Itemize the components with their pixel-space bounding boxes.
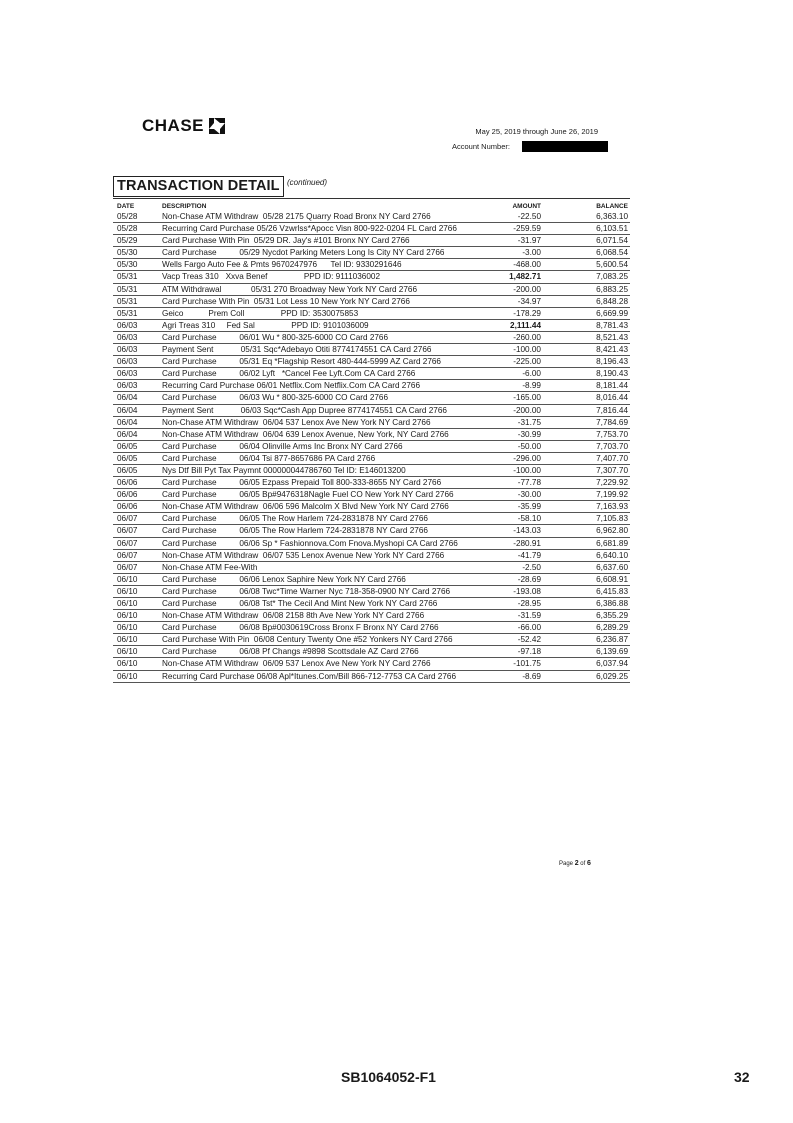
table-row xyxy=(113,489,630,501)
row-amount: -31.97 xyxy=(517,236,541,246)
row-amount: -97.18 xyxy=(517,647,541,657)
row-description: Non-Chase ATM Withdraw 06/04 639 Lenox Avenue, New York, NY Card 2766 xyxy=(162,429,449,439)
table-row xyxy=(113,610,630,622)
table-row xyxy=(113,223,630,235)
row-date: 06/04 xyxy=(117,405,138,415)
row-balance: 8,421.43 xyxy=(596,345,628,355)
row-amount: -193.08 xyxy=(513,586,541,596)
row-amount: -31.75 xyxy=(517,417,541,427)
table-body xyxy=(113,211,630,683)
row-date: 06/07 xyxy=(117,562,138,572)
row-date: 06/05 xyxy=(117,465,138,475)
row-balance: 6,068.54 xyxy=(596,248,628,258)
statement-period: May 25, 2019 through June 26, 2019 xyxy=(475,127,598,136)
table-row xyxy=(113,247,630,259)
row-amount: -296.00 xyxy=(513,453,541,463)
table-row xyxy=(113,622,630,634)
row-amount: -30.00 xyxy=(517,490,541,500)
row-description: Non-Chase ATM Fee-With xyxy=(162,562,258,572)
table-row xyxy=(113,538,630,550)
row-amount: -34.97 xyxy=(517,296,541,306)
table-row xyxy=(113,271,630,283)
row-description: Card Purchase With Pin 05/29 DR. Jay's #101 Bronx NY Card 2766 xyxy=(162,236,410,246)
row-description: Non-Chase ATM Withdraw 05/28 2175 Quarry Road Bronx NY Card 2766 xyxy=(162,212,431,221)
table-row xyxy=(113,368,630,380)
row-description: ATM Withdrawal 05/31 270 Broadway New York NY Card 2766 xyxy=(162,284,417,294)
row-amount: -3.00 xyxy=(522,248,541,258)
row-date: 06/10 xyxy=(117,611,138,621)
row-balance: 7,784.69 xyxy=(596,417,628,427)
row-description: Card Purchase 06/04 Olinville Arms Inc Bronx NY Card 2766 xyxy=(162,441,403,451)
row-amount: -225.00 xyxy=(513,357,541,367)
row-description: Geico Prem Coll PPD ID: 3530075853 xyxy=(162,308,359,318)
row-description: Card Purchase 06/06 Lenox Saphire New York NY Card 2766 xyxy=(162,574,406,584)
row-amount: -52.42 xyxy=(517,635,541,645)
row-date: 06/05 xyxy=(117,453,138,463)
row-date: 05/28 xyxy=(117,212,138,221)
row-description: Non-Chase ATM Withdraw 06/06 596 Malcolm X Blvd New York NY Card 2766 xyxy=(162,502,449,512)
row-balance: 7,199.92 xyxy=(596,490,628,500)
row-balance: 6,640.10 xyxy=(596,550,628,560)
row-balance: 7,105.83 xyxy=(596,514,628,524)
row-balance: 7,083.25 xyxy=(596,272,628,282)
row-amount: -101.75 xyxy=(513,659,541,669)
row-description: Nys Dtf Bill Pyt Tax Paymnt 000000044786760 Tel ID: E146013200 xyxy=(162,465,406,475)
row-balance: 7,816.44 xyxy=(596,405,628,415)
account-number-label: Account Number: xyxy=(452,142,510,151)
table-header xyxy=(113,199,630,211)
row-balance: 6,386.88 xyxy=(596,599,628,608)
table-row xyxy=(113,259,630,271)
row-amount: -165.00 xyxy=(513,393,541,403)
table-row xyxy=(113,525,630,537)
row-description: Card Purchase 05/31 Eq *Flagship Resort 480-444-5999 AZ Card 2766 xyxy=(162,357,441,367)
row-description: Card Purchase 06/06 Sp * Fashionnova.Com Fnova.Myshopi CA Card 2766 xyxy=(162,538,458,548)
table-row xyxy=(113,501,630,513)
page-prefix: Page xyxy=(559,861,574,867)
row-date: 06/10 xyxy=(117,599,138,608)
table-row xyxy=(113,477,630,489)
row-balance: 7,163.93 xyxy=(596,502,628,512)
row-balance: 6,962.80 xyxy=(596,526,628,536)
table-row xyxy=(113,211,630,223)
row-description: Card Purchase 06/02 Lyft *Cancel Fee Lyft.Com CA Card 2766 xyxy=(162,369,416,379)
row-date: 06/06 xyxy=(117,502,138,512)
row-date: 06/07 xyxy=(117,550,138,560)
row-date: 06/03 xyxy=(117,381,138,391)
row-balance: 8,781.43 xyxy=(596,320,628,330)
row-amount: -468.00 xyxy=(513,260,541,270)
row-date: 06/10 xyxy=(117,635,138,645)
row-description: Card Purchase 06/08 Tst* The Cecil And Mint New York NY Card 2766 xyxy=(162,599,438,608)
row-amount: -260.00 xyxy=(513,332,541,342)
row-balance: 6,037.94 xyxy=(596,659,628,669)
row-description: Card Purchase 06/08 Pf Changs #9898 Scottsdale AZ Card 2766 xyxy=(162,647,419,657)
section-continued: (continued) xyxy=(287,178,328,187)
row-date: 05/31 xyxy=(117,308,138,318)
row-description: Non-Chase ATM Withdraw 06/08 2158 8th Ave New York NY Card 2766 xyxy=(162,611,425,621)
table-row xyxy=(113,235,630,247)
row-date: 06/03 xyxy=(117,345,138,355)
row-date: 06/04 xyxy=(117,393,138,403)
row-date: 05/30 xyxy=(117,260,138,270)
row-description: Wells Fargo Auto Fee & Pmts 9670247976 Tel ID: 9330291646 xyxy=(162,260,402,270)
table-row xyxy=(113,429,630,441)
row-balance: 7,229.92 xyxy=(596,478,628,488)
row-balance: 8,016.44 xyxy=(596,393,628,403)
table-row xyxy=(113,658,630,670)
row-amount: -259.59 xyxy=(513,224,541,234)
row-amount: -30.99 xyxy=(517,429,541,439)
row-date: 06/04 xyxy=(117,417,138,427)
table-row xyxy=(113,320,630,332)
row-date: 06/10 xyxy=(117,671,138,681)
row-date: 06/06 xyxy=(117,478,138,488)
row-description: Card Purchase 06/04 Tsi 877-8657686 PA Card 2766 xyxy=(162,453,376,463)
table-row xyxy=(113,646,630,658)
row-date: 06/10 xyxy=(117,623,138,633)
account-number-redacted xyxy=(522,141,608,152)
table-row xyxy=(113,284,630,296)
table-row xyxy=(113,296,630,308)
row-date: 06/10 xyxy=(117,586,138,596)
row-balance: 6,103.51 xyxy=(596,224,628,234)
row-date: 05/29 xyxy=(117,236,138,246)
row-date: 06/03 xyxy=(117,320,138,330)
row-description: Card Purchase 06/08 Twc*Time Warner Nyc 718-358-0900 NY Card 2766 xyxy=(162,586,451,596)
row-amount: 1,482.71 xyxy=(509,272,541,282)
row-amount: -66.00 xyxy=(517,623,541,633)
row-description: Card Purchase 06/03 Wu * 800-325-6000 CO Card 2766 xyxy=(162,393,389,403)
row-balance: 6,637.60 xyxy=(596,562,628,572)
row-balance: 6,669.99 xyxy=(596,308,628,318)
row-description: Card Purchase 06/05 The Row Harlem 724-2831878 NY Card 2766 xyxy=(162,526,428,536)
row-date: 05/31 xyxy=(117,296,138,306)
table-row xyxy=(113,392,630,404)
row-balance: 6,363.10 xyxy=(596,212,628,221)
row-date: 05/28 xyxy=(117,224,138,234)
row-date: 06/03 xyxy=(117,332,138,342)
document-code: SB1064052-F1 xyxy=(341,1069,436,1085)
row-balance: 8,190.43 xyxy=(596,369,628,379)
header-amount: AMOUNT xyxy=(512,203,541,210)
table-row xyxy=(113,465,630,477)
row-balance: 6,355.29 xyxy=(596,611,628,621)
row-balance: 6,883.25 xyxy=(596,284,628,294)
row-date: 06/07 xyxy=(117,526,138,536)
row-balance: 6,071.54 xyxy=(596,236,628,246)
row-balance: 6,681.89 xyxy=(596,538,628,548)
table-row xyxy=(113,308,630,320)
row-amount: -2.50 xyxy=(522,562,541,572)
page-total: 6 xyxy=(586,860,591,867)
row-date: 06/10 xyxy=(117,647,138,657)
row-description: Recurring Card Purchase 06/01 Netflix.Com Netflix.Com CA Card 2766 xyxy=(162,381,421,391)
table-row xyxy=(113,453,630,465)
table-row xyxy=(113,332,630,344)
row-description: Non-Chase ATM Withdraw 06/09 537 Lenox Ave New York NY Card 2766 xyxy=(162,659,431,669)
row-amount: -28.69 xyxy=(517,574,541,584)
row-balance: 6,289.29 xyxy=(596,623,628,633)
row-balance: 6,236.87 xyxy=(596,635,628,645)
row-description: Payment Sent 06/03 Sqc*Cash App Dupree 8774174551 CA Card 2766 xyxy=(162,405,447,415)
row-date: 06/03 xyxy=(117,369,138,379)
row-amount: -58.10 xyxy=(517,514,541,524)
row-description: Recurring Card Purchase 06/08 Apl*Itunes.Com/Bill 866-712-7753 CA Card 2766 xyxy=(162,671,457,681)
table-row xyxy=(113,634,630,646)
row-date: 06/10 xyxy=(117,659,138,669)
row-date: 05/30 xyxy=(117,248,138,258)
row-description: Card Purchase With Pin 06/08 Century Twenty One #52 Yonkers NY Card 2766 xyxy=(162,635,453,645)
row-description: Card Purchase With Pin 05/31 Lot Less 10 New York NY Card 2766 xyxy=(162,296,410,306)
row-balance: 8,181.44 xyxy=(596,381,628,391)
row-amount: -178.29 xyxy=(513,308,541,318)
table-row xyxy=(113,441,630,453)
table-row xyxy=(113,405,630,417)
header-balance: BALANCE xyxy=(596,203,628,210)
row-balance: 5,600.54 xyxy=(596,260,628,270)
header-description: DESCRIPTION xyxy=(162,203,207,210)
row-description: Payment Sent 05/31 Sqc*Adebayo Otiti 8774174551 CA Card 2766 xyxy=(162,345,432,355)
document-number: 32 xyxy=(734,1069,750,1085)
transaction-table xyxy=(113,198,630,683)
row-amount: -280.91 xyxy=(513,538,541,548)
page-number xyxy=(559,860,591,867)
row-balance: 7,753.70 xyxy=(596,429,628,439)
row-date: 06/03 xyxy=(117,357,138,367)
brand-name: CHASE xyxy=(142,116,205,135)
row-date: 06/04 xyxy=(117,429,138,439)
row-date: 05/31 xyxy=(117,272,138,282)
row-amount: -31.59 xyxy=(517,611,541,621)
header-date: DATE xyxy=(117,203,135,210)
row-balance: 8,196.43 xyxy=(596,357,628,367)
row-amount: -100.00 xyxy=(513,465,541,475)
row-amount: -100.00 xyxy=(513,345,541,355)
chase-octagon-icon xyxy=(209,118,225,134)
row-description: Card Purchase 06/08 Bp#0030619Cross Bronx F Bronx NY Card 2766 xyxy=(162,623,439,633)
table-row xyxy=(113,513,630,525)
table-row xyxy=(113,598,630,610)
row-date: 06/05 xyxy=(117,441,138,451)
row-description: Recurring Card Purchase 05/26 Vzwrlss*Apocc Visn 800-922-0204 FL Card 2766 xyxy=(162,224,457,234)
row-amount: -8.99 xyxy=(522,381,541,391)
row-description: Card Purchase 05/29 Nycdot Parking Meters Long Is City NY Card 2766 xyxy=(162,248,445,258)
row-amount: -50.00 xyxy=(517,441,541,451)
table-row xyxy=(113,550,630,562)
row-balance: 6,029.25 xyxy=(596,671,628,681)
row-amount: -22.50 xyxy=(517,212,541,221)
section-title: TRANSACTION DETAIL xyxy=(113,176,284,197)
account-number xyxy=(452,141,608,152)
row-date: 06/07 xyxy=(117,514,138,524)
row-description: Vacp Treas 310 Xxva Benef PPD ID: 9111036002 xyxy=(162,272,380,282)
row-balance: 7,407.70 xyxy=(596,453,628,463)
row-date: 05/31 xyxy=(117,284,138,294)
table-row xyxy=(113,586,630,598)
table-row xyxy=(113,344,630,356)
row-amount: -8.69 xyxy=(522,671,541,681)
row-amount: -6.00 xyxy=(522,369,541,379)
row-date: 06/06 xyxy=(117,490,138,500)
row-amount: -200.00 xyxy=(513,405,541,415)
table-row xyxy=(113,380,630,392)
row-balance: 6,848.28 xyxy=(596,296,628,306)
page-current: 2 xyxy=(574,860,579,867)
chase-logo xyxy=(142,116,225,136)
row-amount: -200.00 xyxy=(513,284,541,294)
row-balance: 7,703.70 xyxy=(596,441,628,451)
row-balance: 7,307.70 xyxy=(596,465,628,475)
row-description: Non-Chase ATM Withdraw 06/07 535 Lenox Avenue New York NY Card 2766 xyxy=(162,550,445,560)
row-amount: -77.78 xyxy=(517,478,541,488)
row-amount: 2,111.44 xyxy=(510,320,541,330)
row-balance: 6,139.69 xyxy=(596,647,628,657)
table-row xyxy=(113,671,630,683)
row-description: Non-Chase ATM Withdraw 06/04 537 Lenox Ave New York NY Card 2766 xyxy=(162,417,431,427)
row-description: Card Purchase 06/05 Bp#9476318Nagle Fuel CO New York NY Card 2766 xyxy=(162,490,454,500)
row-balance: 6,415.83 xyxy=(596,586,628,596)
row-amount: -41.79 xyxy=(517,550,541,560)
row-description: Card Purchase 06/01 Wu * 800-325-6000 CO Card 2766 xyxy=(162,332,389,342)
row-date: 06/07 xyxy=(117,538,138,548)
row-amount: -35.99 xyxy=(517,502,541,512)
table-row xyxy=(113,574,630,586)
table-row xyxy=(113,356,630,368)
table-row xyxy=(113,562,630,574)
row-description: Card Purchase 06/05 Ezpass Prepaid Toll 800-333-8655 NY Card 2766 xyxy=(162,478,442,488)
row-amount: -28.95 xyxy=(517,599,541,608)
page-of: of xyxy=(580,861,586,867)
row-description: Agri Treas 310 Fed Sal PPD ID: 9101036009 xyxy=(162,320,369,330)
row-balance: 6,608.91 xyxy=(596,574,628,584)
table-row xyxy=(113,417,630,429)
row-amount: -143.03 xyxy=(513,526,541,536)
row-date: 06/10 xyxy=(117,574,138,584)
row-description: Card Purchase 06/05 The Row Harlem 724-2831878 NY Card 2766 xyxy=(162,514,428,524)
row-balance: 8,521.43 xyxy=(596,332,628,342)
